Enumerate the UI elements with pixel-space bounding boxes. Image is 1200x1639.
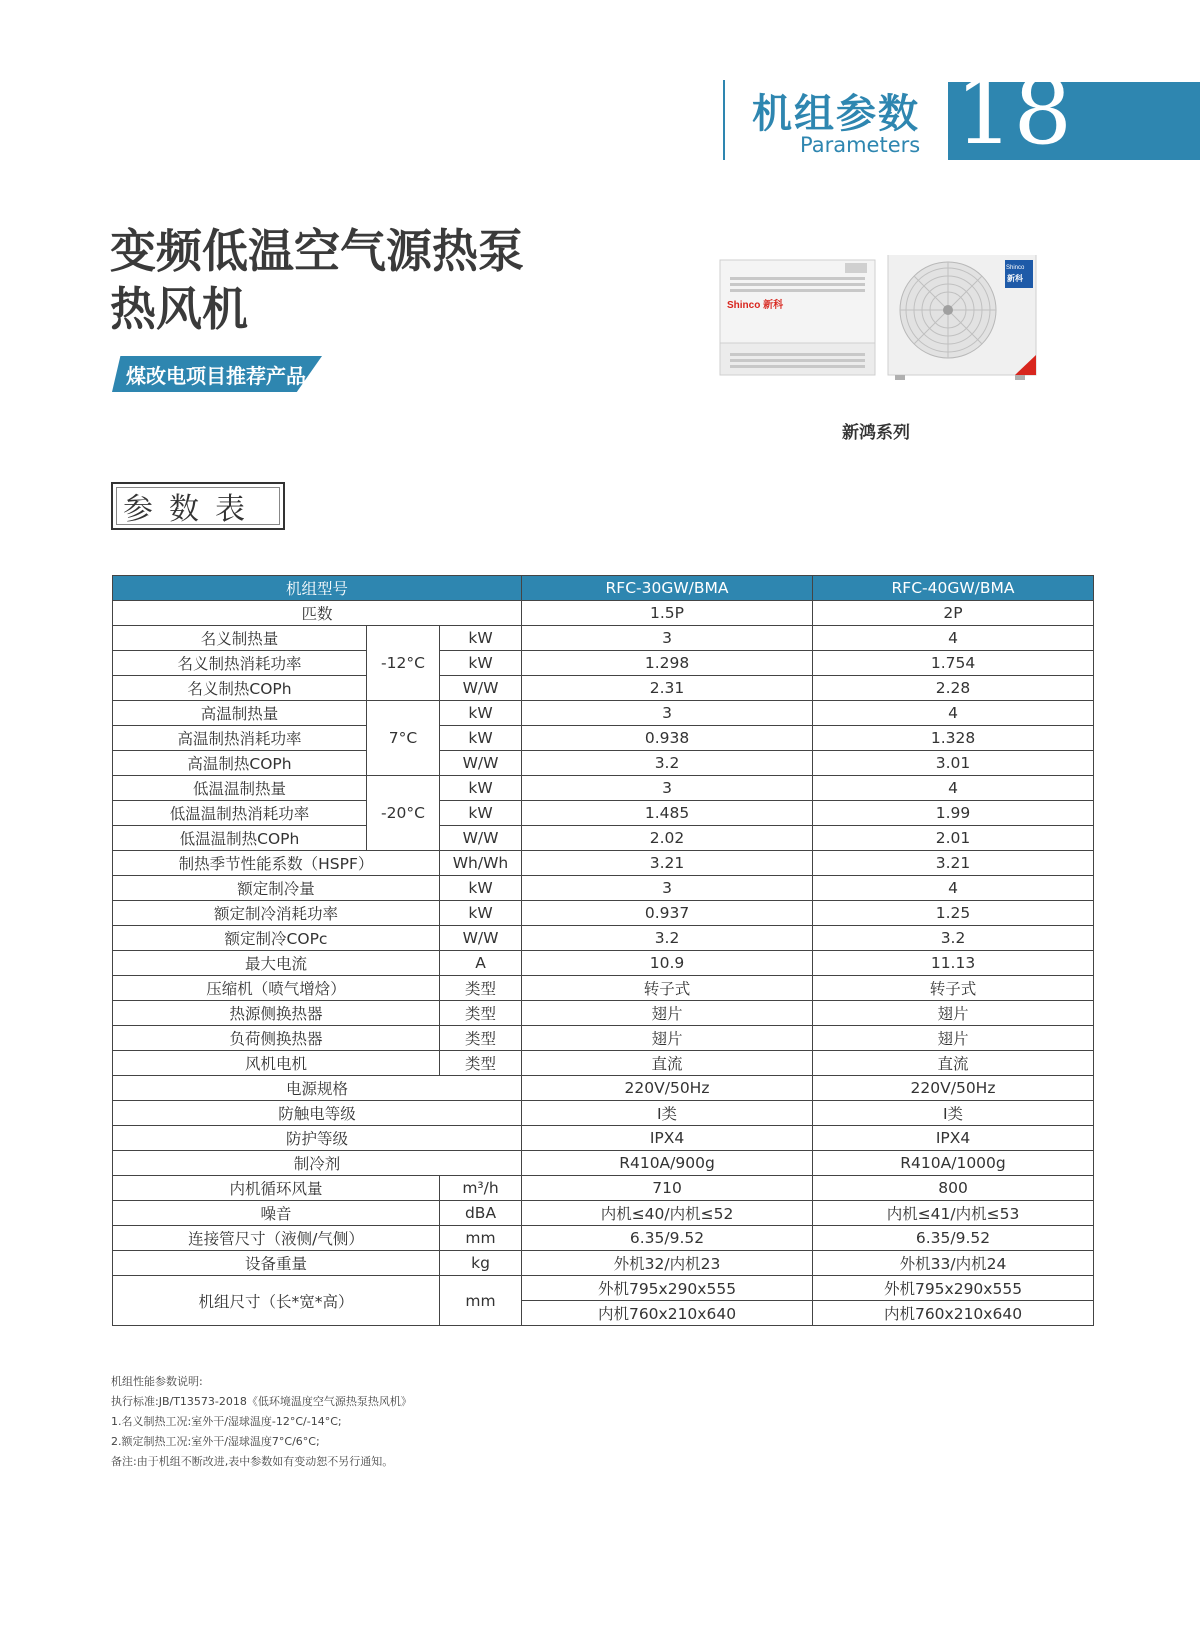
table-row: 热源侧换热器 类型 翅片 翅片 [113, 1001, 1094, 1026]
header-title-en: Parameters [800, 133, 921, 157]
note-line: 机组性能参数说明: [111, 1375, 203, 1388]
header-label: 机组型号 [113, 576, 522, 601]
header-title-cn: 机组参数 [752, 91, 920, 137]
product-title-line1: 变频低温空气源热泵 [110, 224, 524, 278]
table-row: 匹数 1.5P 2P [113, 601, 1094, 626]
table-row: 制冷剂 R410A/900g R410A/1000g [113, 1151, 1094, 1176]
product-title-line2: 热风机 [110, 282, 248, 336]
param-table-title: 参数表 [123, 492, 261, 527]
condition-cell: 7°C [367, 701, 440, 776]
table-row: 防护等级 IPX4 IPX4 [113, 1126, 1094, 1151]
table-row: 连接管尺寸（液侧/气侧） mm 6.35/9.52 6.35/9.52 [113, 1226, 1094, 1251]
table-row: 名义制热消耗功率 kW 1.298 1.754 [113, 651, 1094, 676]
note-line: 执行标准:JB/T13573-2018《低环境温度空气源热泵热风机》 [111, 1395, 412, 1408]
indoor-unit-illustration [720, 260, 875, 375]
table-row: 名义制热量 -12°C kW 3 4 [113, 626, 1094, 651]
table-row: 名义制热COPh W/W 2.31 2.28 [113, 676, 1094, 701]
table-row: 设备重量 kg 外机32/内机23 外机33/内机24 [113, 1251, 1094, 1276]
note-line: 备注:由于机组不断改进,表中参数如有变动恕不另行通知。 [111, 1455, 394, 1468]
recommend-tag: 煤改电项目推荐产品 [126, 364, 306, 388]
table-header-row [113, 576, 1094, 601]
table-row: 低温温制热量 -20°C kW 3 4 [113, 776, 1094, 801]
table-row: 低温温制热COPh W/W 2.02 2.01 [113, 826, 1094, 851]
spec-table [112, 575, 1094, 1326]
table-row: 高温制热量 7°C kW 3 4 [113, 701, 1094, 726]
product-image [715, 255, 1045, 400]
header-model1: RFC-30GW/BMA [522, 576, 813, 601]
note-line: 1.名义制热工况:室外干/湿球温度-12°C/-14°C; [111, 1415, 342, 1428]
table-row: 低温温制热消耗功率 kW 1.485 1.99 [113, 801, 1094, 826]
page-number: 18 [955, 58, 1073, 165]
indoor-brand-label: Shinco 新科 [727, 300, 784, 311]
table-row: 噪音 dBA 内机≤40/内机≤52 内机≤41/内机≤53 [113, 1201, 1094, 1226]
product-title [110, 222, 524, 338]
table-row: 高温制热消耗功率 kW 0.938 1.328 [113, 726, 1094, 751]
outdoor-brand-label-cn: 新科 [1007, 274, 1023, 283]
table-row: 制热季节性能系数（HSPF） Wh/Wh 3.21 3.21 [113, 851, 1094, 876]
condition-cell: -20°C [367, 776, 440, 851]
table-row: 额定制冷COPc W/W 3.2 3.2 [113, 926, 1094, 951]
condition-cell: -12°C [367, 626, 440, 701]
header-divider [723, 80, 725, 160]
table-row: 负荷侧换热器 类型 翅片 翅片 [113, 1026, 1094, 1051]
table-row: 压缩机（喷气增焓） 类型 转子式 转子式 [113, 976, 1094, 1001]
table-row: 高温制热COPh W/W 3.2 3.01 [113, 751, 1094, 776]
table-row: 机组尺寸（长*宽*高） mm 外机795x290x555 外机795x290x555 [113, 1276, 1094, 1301]
series-name: 新鸿系列 [842, 423, 910, 443]
table-row: 内机循环风量 m³/h 710 800 [113, 1176, 1094, 1201]
outdoor-brand-label-en: Shinco [1006, 265, 1025, 271]
table-row: 内机760x210x640 内机760x210x640 [113, 1301, 1094, 1326]
table-row: 最大电流 A 10.9 11.13 [113, 951, 1094, 976]
header-model2: RFC-40GW/BMA [813, 576, 1094, 601]
notes [111, 1372, 412, 1472]
table-row: 风机电机 类型 直流 直流 [113, 1051, 1094, 1076]
table-row: 额定制冷消耗功率 kW 0.937 1.25 [113, 901, 1094, 926]
table-row: 额定制冷量 kW 3 4 [113, 876, 1094, 901]
table-row: 防触电等级 I类 I类 [113, 1101, 1094, 1126]
table-row: 电源规格 220V/50Hz 220V/50Hz [113, 1076, 1094, 1101]
note-line: 2.额定制热工况:室外干/湿球温度7°C/6°C; [111, 1435, 320, 1448]
